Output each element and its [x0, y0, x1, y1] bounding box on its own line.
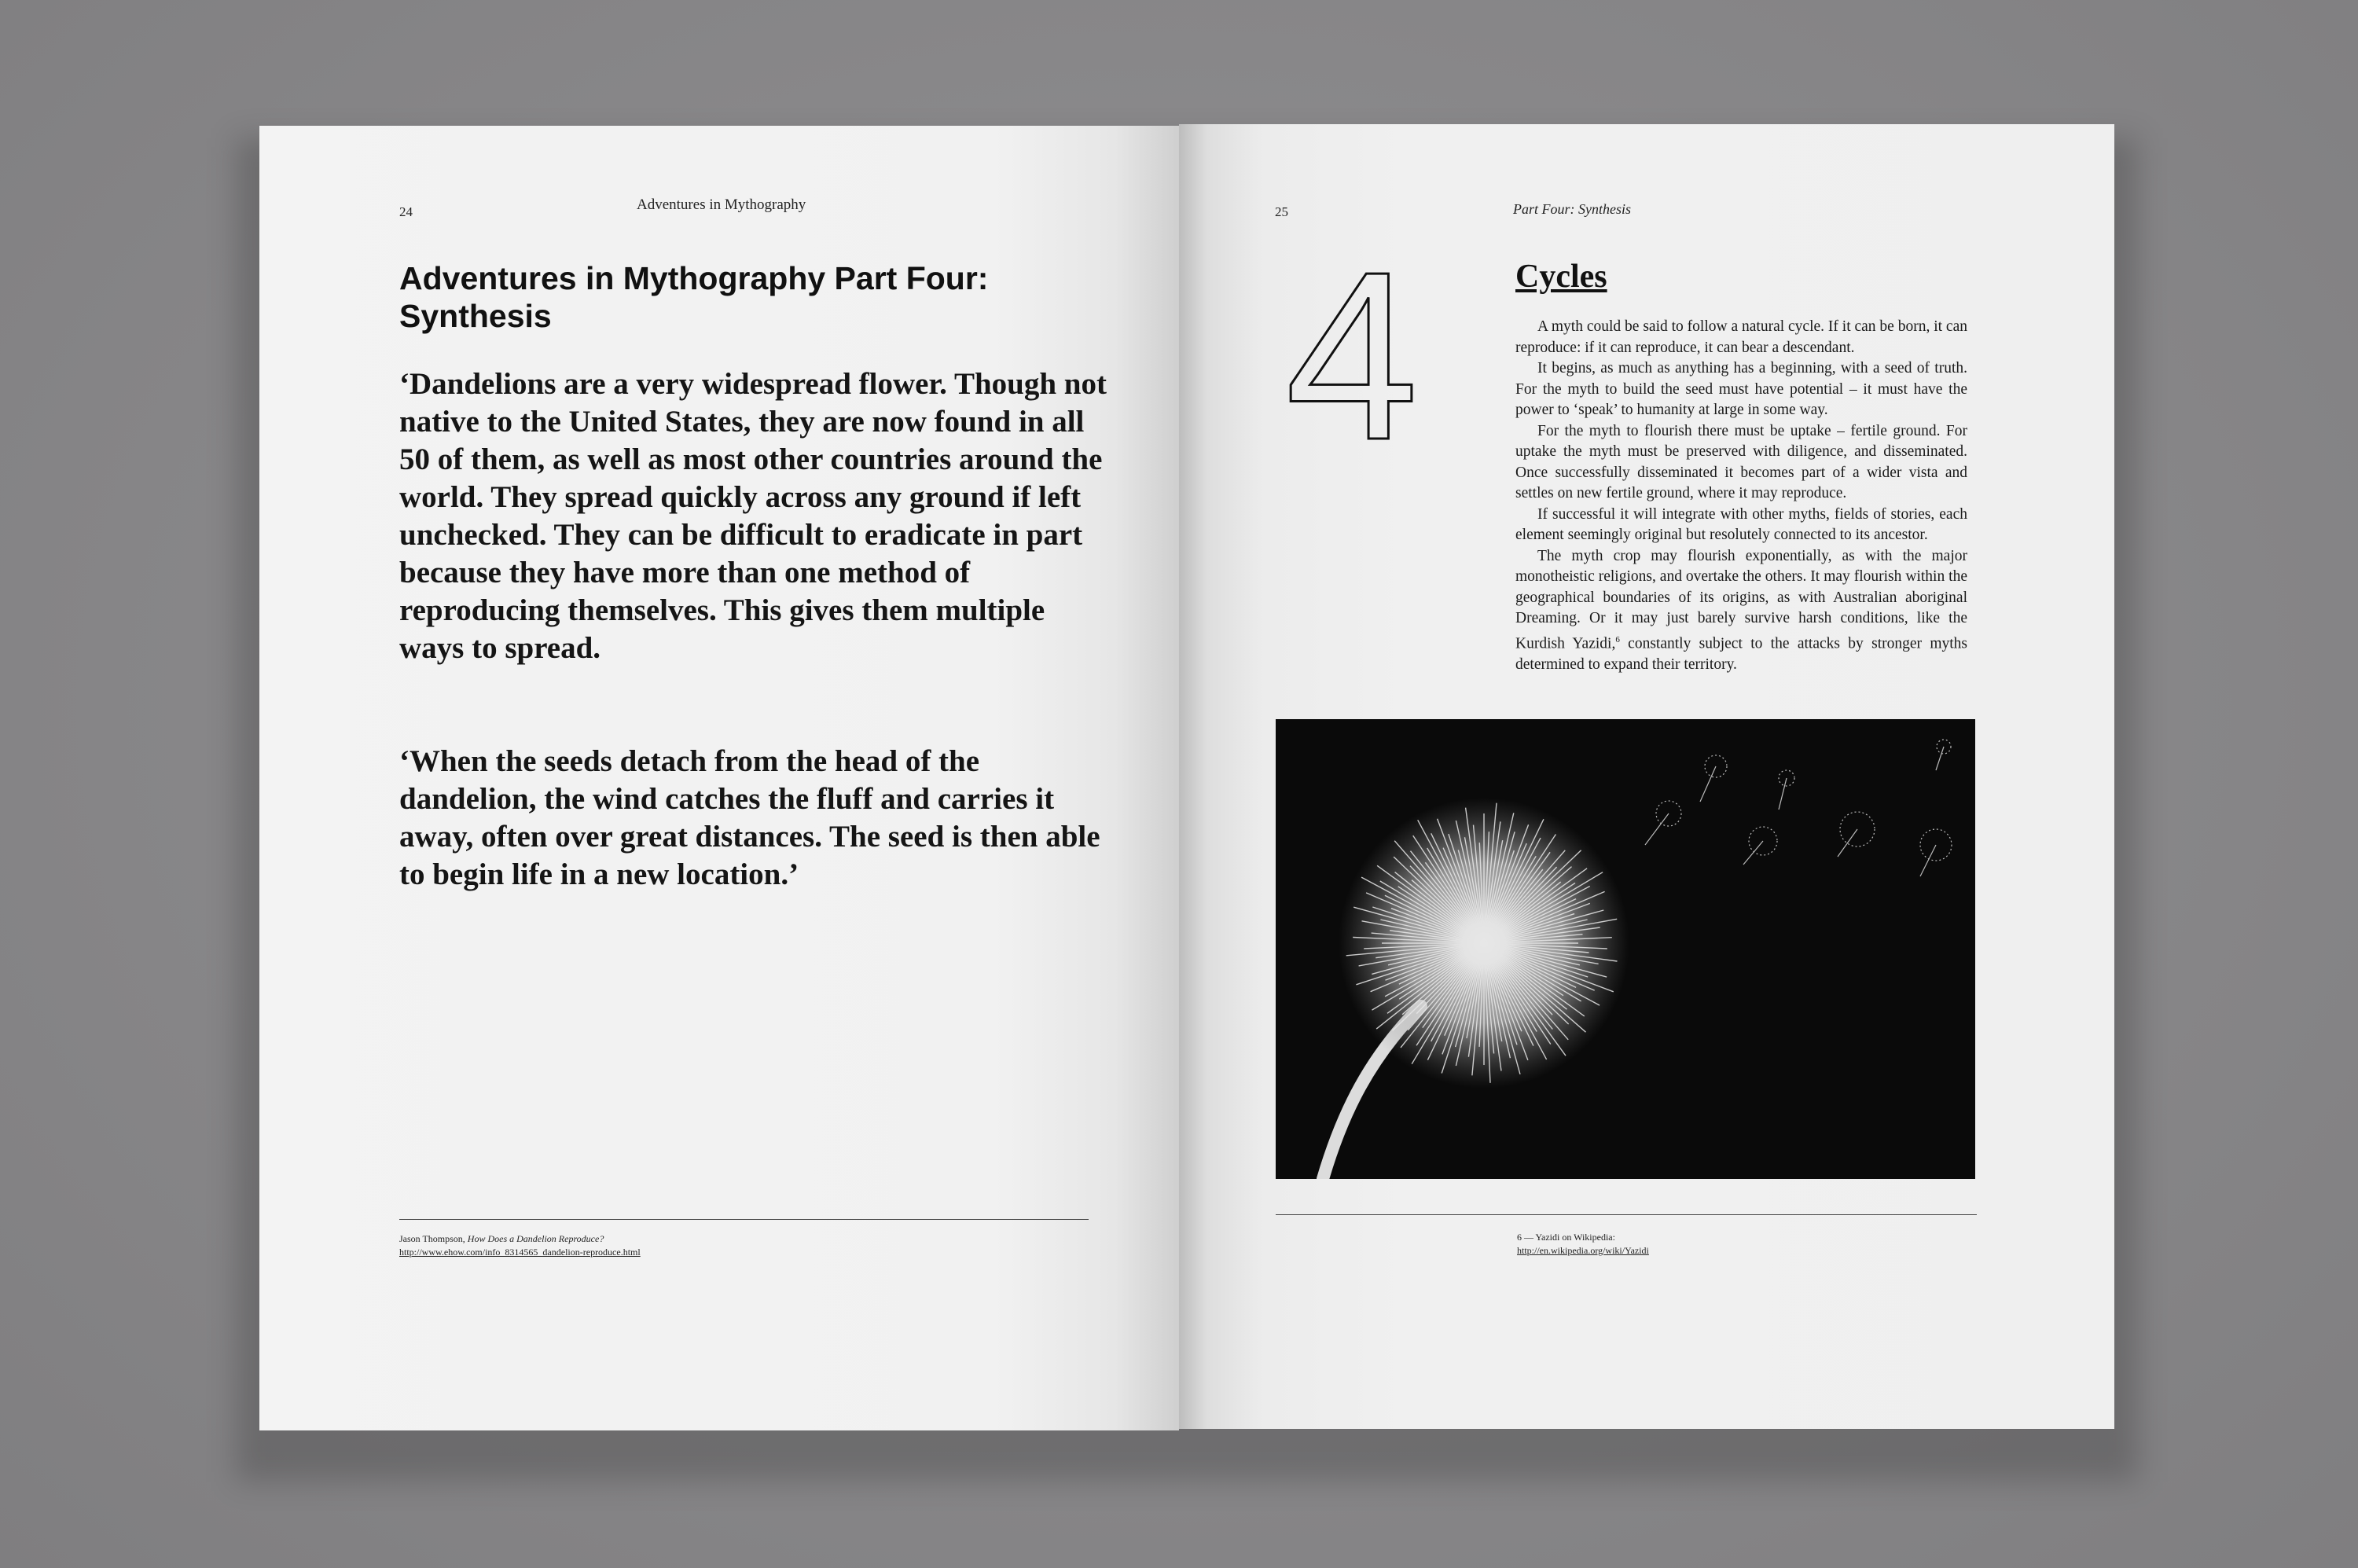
body-paragraph: If successful it will integrate with other myths, fields of stories, each element seemingly original but resolutely connected to its ancestor.: [1515, 505, 1967, 543]
left-page: [259, 126, 1179, 1430]
footnote-rule-right: [1276, 1214, 1977, 1215]
body-paragraph: A myth could be said to follow a natural cycle. If it can be born, it can reproduce: if it can reproduce, it can bear a descendant.: [1515, 318, 1967, 356]
footnote-left: [399, 1232, 641, 1259]
body-paragraph-last: [1515, 546, 1967, 676]
footnote-rule-left: [399, 1219, 1089, 1220]
pull-quote-2: ‘When the seeds detach from the head of the dandelion, the wind catches the fluff and carries it away, often over great distances. The seed is then able to begin life in a new location.’: [399, 744, 1100, 891]
footnote-ref: 6: [1615, 634, 1620, 644]
chapter-number: [1265, 250, 1438, 454]
footnote-right: [1517, 1231, 1649, 1258]
running-head-right: Part Four: Synthesis: [1513, 201, 1631, 217]
section-title: Cycles: [1515, 259, 1607, 295]
footnote-link-right[interactable]: http://en.wikipedia.org/wiki/Yazidi: [1517, 1245, 1649, 1256]
body-paragraph-tail: constantly subject to the attacks by stronger myths determined to expand their territory.: [1515, 635, 1968, 673]
body-paragraph-text: The myth crop may flourish exponentially, as with the major monotheistic religions, and overtake the others. It may flourish within the geographical boundaries of its origins, as with Australian aboriginal Dreaming. Or it may just barely survive harsh conditions, like the Kurdish Yazidi,: [1515, 547, 1967, 652]
running-head-left: Adventures in Mythography: [637, 196, 806, 213]
body-text: [1515, 317, 1967, 675]
body-paragraph: For the myth to flourish there must be uptake – fertile ground. For uptake the myth must be preserved with diligence, and disseminated. Once successfully disseminated it becomes part of a wider vista and settles on new fertile ground, where it may reproduce.: [1515, 422, 1967, 501]
page-number-right: 25: [1275, 204, 1288, 219]
page-number-left: 24: [399, 204, 413, 219]
footnote-author: Jason Thompson,: [399, 1233, 465, 1244]
right-page: [1179, 124, 2114, 1429]
body-paragraph: It begins, as much as anything has a beginning, with a seed of truth. For the myth to build the seed must have potential – it must have the power to ‘speak’ to humanity at large in some way.: [1515, 360, 1967, 418]
footnote-label-right: 6 — Yazidi on Wikipedia:: [1517, 1232, 1615, 1243]
footnote-source-title: How Does a Dandelion Reproduce?: [467, 1233, 604, 1244]
footnote-link-left[interactable]: http://www.ehow.com/info_8314565_dandelion-reproduce.html: [399, 1247, 641, 1258]
pull-quote-1: ‘Dandelions are a very widespread flower. Though not native to the United States, they are now found in all 50 of them, as well as most other countries around the world. They spread quickly across any ground if left unchecked. They can be difficult to eradicate in part because they have more than one method of reproducing themselves. This gives them multiple ways to spread.: [399, 367, 1107, 665]
chapter-number-text: 4: [1285, 250, 1419, 454]
dandelion-photo: [1276, 719, 1975, 1179]
page-title: Adventures in Mythography Part Four: Synthesis: [399, 260, 989, 334]
